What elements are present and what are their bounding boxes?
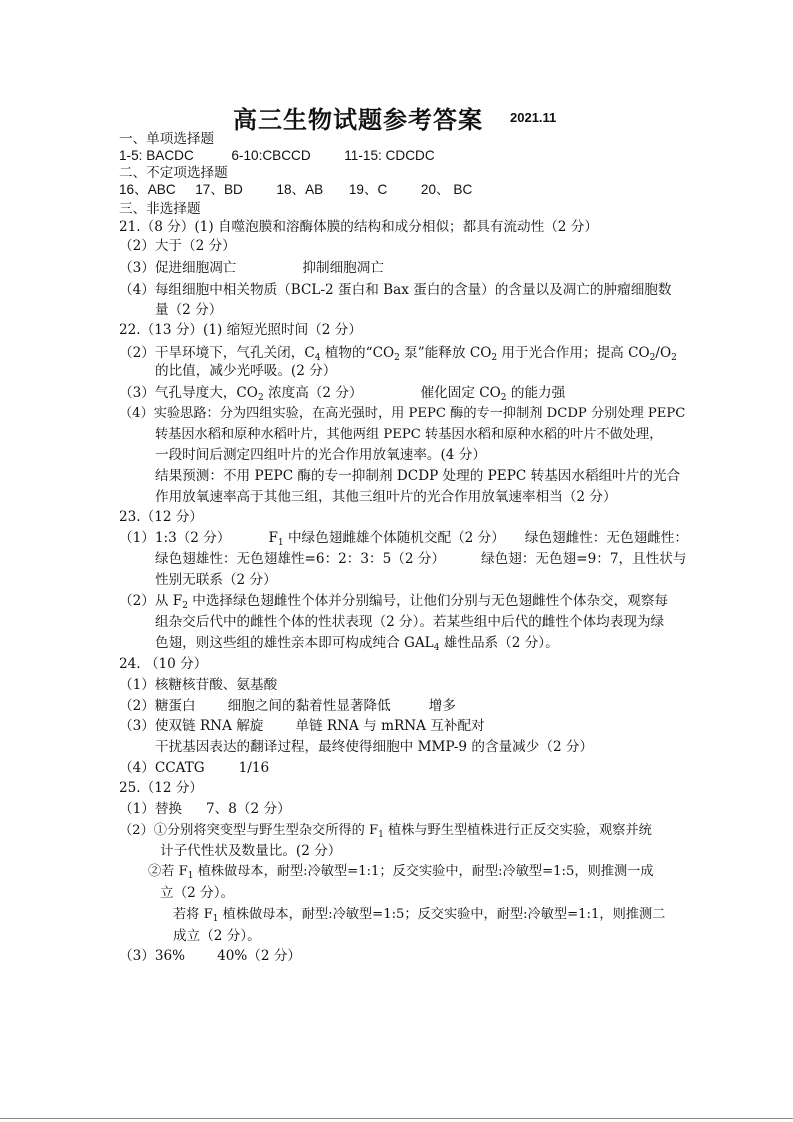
- section-heading-single-choice: 一、单项选择题: [119, 131, 215, 147]
- q25-7-a: 若将 F: [173, 907, 213, 922]
- q24-4-a: （3）使双链 RNA 解旋: [119, 718, 264, 734]
- q23-7-a: 色翅，则这些组的雄性亲本即可构成纯合 GAL: [155, 635, 434, 651]
- q22-4-sub1: 2: [257, 393, 264, 403]
- q21-3-a: （3）促进细胞凋亡: [119, 260, 237, 276]
- q23-line-6: 组杂交后代中的雌性个体的性状表现（2 分）。若某些组中后代的雌性个体均表现为绿: [155, 614, 665, 630]
- q25-9-b: 40%（2 分）: [217, 948, 302, 964]
- q23-line-4: 性别无联系（2 分）: [155, 572, 277, 588]
- q23-2-sub: 1: [277, 538, 284, 548]
- q23-2-a: （1）1:3（2 分）: [119, 530, 231, 546]
- q23-3-c: 绿色翅：无色翅=9：7，且性状与: [481, 551, 687, 567]
- answer-19: 19、C: [348, 182, 388, 197]
- q23-2-c: 中绿色翅雌雄个体随机交配（2 分）: [283, 530, 505, 546]
- q25-line-2: [119, 799, 291, 819]
- q25-line-3: [119, 821, 652, 841]
- q24-line-1: 24. （10 分）: [119, 656, 208, 672]
- q23-7-b: 雄性品系（2 分）。: [439, 635, 559, 651]
- section-heading-multi-choice: 二、不定项选择题: [119, 165, 228, 181]
- q22-line-7: 一段时间后测定四组叶片的光合作用放氧速率。(4 分）: [155, 447, 486, 463]
- q22-line-4: [119, 383, 565, 403]
- q24-4-b: 单链 RNA 与 mRNA 互补配对: [295, 718, 485, 734]
- answers-11-15: 11-15: CDCDC: [344, 148, 435, 163]
- q22-2-sub5: 2: [671, 353, 677, 363]
- q24-line-6: [119, 758, 269, 778]
- q22-2-sub2: 2: [394, 353, 400, 363]
- q24-3-b: 细胞之间的黏着性显著降低: [227, 698, 391, 714]
- answer-17: 17、BD: [195, 182, 243, 197]
- q25-2-b: 7、8（2 分）: [206, 801, 291, 817]
- q23-line-5: [119, 591, 668, 611]
- q23-line-7: [155, 633, 559, 653]
- q24-line-2: （1）核糖核苷酸、氨基酸: [119, 677, 278, 693]
- q25-3-a: （2）①分别将突变型与野生型杂交所得的 F: [119, 823, 379, 838]
- q24-6-a: （4）CCATG: [119, 760, 205, 776]
- q23-5-sub: 2: [182, 601, 188, 611]
- page-bottom-rule: [0, 1118, 793, 1119]
- q23-2-b: F: [268, 530, 278, 546]
- q22-line-2: [119, 343, 677, 363]
- q25-7-sub: 1: [212, 914, 219, 924]
- q25-3-b: 植株与野生型植株进行正反交实验，观察并统: [383, 823, 652, 838]
- answer-18: 18、AB: [276, 182, 324, 197]
- q23-7-sub: 4: [433, 643, 440, 653]
- answer-16: 16、ABC: [119, 182, 176, 197]
- answers-6-10: 6-10:CBCCD: [231, 148, 311, 163]
- q22-2-b: 植物的“CO: [320, 345, 395, 361]
- q23-3-a: 绿色翅雄性：无色翅雄性=6：2：3：5: [155, 551, 392, 567]
- answer-20: 20、 BC: [420, 182, 473, 197]
- q22-line-1: 22.（13 分）(1) 缩短光照时间（2 分）: [119, 322, 362, 338]
- q23-line-2: [119, 528, 688, 548]
- q25-line-1: 25.（12 分）: [119, 780, 204, 796]
- q23-2-d: 绿色翅雌性：无色翅雌性：: [524, 530, 688, 546]
- q22-line-5: （4）实验思路：分为四组实验，在高光强时，用 PEPC 酶的专一抑制剂 DCDP 分别处理 PEPC: [119, 406, 686, 421]
- q25-line-4: 计子代性状及数量比。(2 分）: [160, 843, 342, 859]
- q23-3-b: （2 分）: [391, 551, 446, 567]
- q22-4-sub2: 2: [500, 393, 507, 403]
- q21-3-b: 抑制细胞凋亡: [302, 260, 384, 276]
- q21-line-3: [119, 258, 384, 278]
- q21-line-1: 21.（8 分）(1) 自噬泡膜和溶酶体膜的结构和成分相似；都具有流动性（2 分）: [119, 219, 598, 235]
- q24-line-3: [119, 696, 456, 716]
- q25-line-9: [119, 946, 301, 966]
- q25-3-sub: 1: [378, 830, 384, 840]
- q22-2-c: 泵”能释放 CO: [399, 345, 492, 361]
- q25-5-sub: 1: [187, 871, 194, 881]
- q21-line-4: （4）每组细胞中相关物质（BCL-2 蛋白和 Bax 蛋白的含量）的含量以及凋亡的肿瘤细胞数: [119, 282, 672, 298]
- q22-2-sub4: 2: [649, 353, 656, 363]
- q24-6-b: 1/16: [238, 760, 270, 776]
- q22-4-b: 浓度高（2 分）: [263, 385, 363, 401]
- q25-7-b: 植株做母本，耐型:冷敏型=1:5；反交实验中，耐型:冷敏型=1:1，则推测二: [218, 907, 666, 922]
- q25-9-a: （3）36%: [119, 948, 186, 964]
- q23-5-a: （2）从 F: [119, 593, 183, 609]
- q22-2-d: 用于光合作用；提高 CO: [497, 345, 650, 361]
- q22-4-a: （3）气孔导度大，CO: [119, 385, 258, 401]
- q25-2-a: （1）替换: [119, 801, 183, 817]
- section-heading-free-response: 三、非选择题: [119, 201, 201, 217]
- q22-line-3: 的比值，减少光呼吸。(2 分）: [155, 363, 337, 379]
- q23-line-1: 23.（12 分）: [119, 509, 204, 525]
- answers-1-5: 1-5: BACDC: [119, 148, 194, 163]
- answers-multi-choice: [119, 180, 472, 200]
- q25-line-7: [173, 905, 665, 925]
- q25-line-8: 成立（2 分）。: [173, 928, 261, 944]
- q22-line-6: 转基因水稻和原种水稻叶片，其他两组 PEPC 转基因水稻和原种水稻的叶片不做处理，: [155, 427, 663, 442]
- q24-3-c: 增多: [428, 698, 456, 714]
- q22-2-sub3: 2: [491, 353, 498, 363]
- q22-line-9: 作用放氧速率高于其他三组，其他三组叶片的光合作用放氧速率相当（2 分）: [155, 489, 617, 505]
- q24-line-5: 干扰基因表达的翻译过程，最终使得细胞中 MMP-9 的含量减少（2 分）: [155, 739, 594, 755]
- q22-2-e: /O: [655, 345, 672, 361]
- q22-line-8: 结果预测：不用 PEPC 酶的专一抑制剂 DCDP 处理的 PEPC 转基因水稻组叶片的光合: [155, 468, 681, 484]
- document-title: 高三生物试题参考答案: [233, 106, 483, 134]
- q21-line-5: 量（2 分）: [155, 302, 223, 318]
- q23-line-3: [155, 549, 686, 569]
- q25-5-b: 植株做母本，耐型:冷敏型=1:1；反交实验中，耐型:冷敏型=1:5，则推测一成: [193, 864, 654, 879]
- q22-4-d: 的能力强: [506, 385, 566, 401]
- q22-4-c: 催化固定 CO: [420, 385, 501, 401]
- q23-5-b: 中选择绿色翅雌性个体并分别编号，让他们分别与无色翅雌性个体杂交，观察每: [187, 593, 669, 609]
- q25-line-5: [148, 862, 654, 882]
- q24-line-4: [119, 716, 485, 736]
- q25-line-6: 立（2 分）。: [160, 885, 235, 901]
- q22-2-a: （2）干旱环境下，气孔关闭，C: [119, 345, 315, 361]
- q24-3-a: （2）糖蛋白: [119, 698, 196, 714]
- q22-2-sub1: 4: [314, 353, 321, 363]
- q21-line-2: （2）大于（2 分）: [119, 238, 236, 254]
- document-date: 2021.11: [510, 110, 557, 125]
- q25-5-a: ②若 F: [148, 864, 188, 879]
